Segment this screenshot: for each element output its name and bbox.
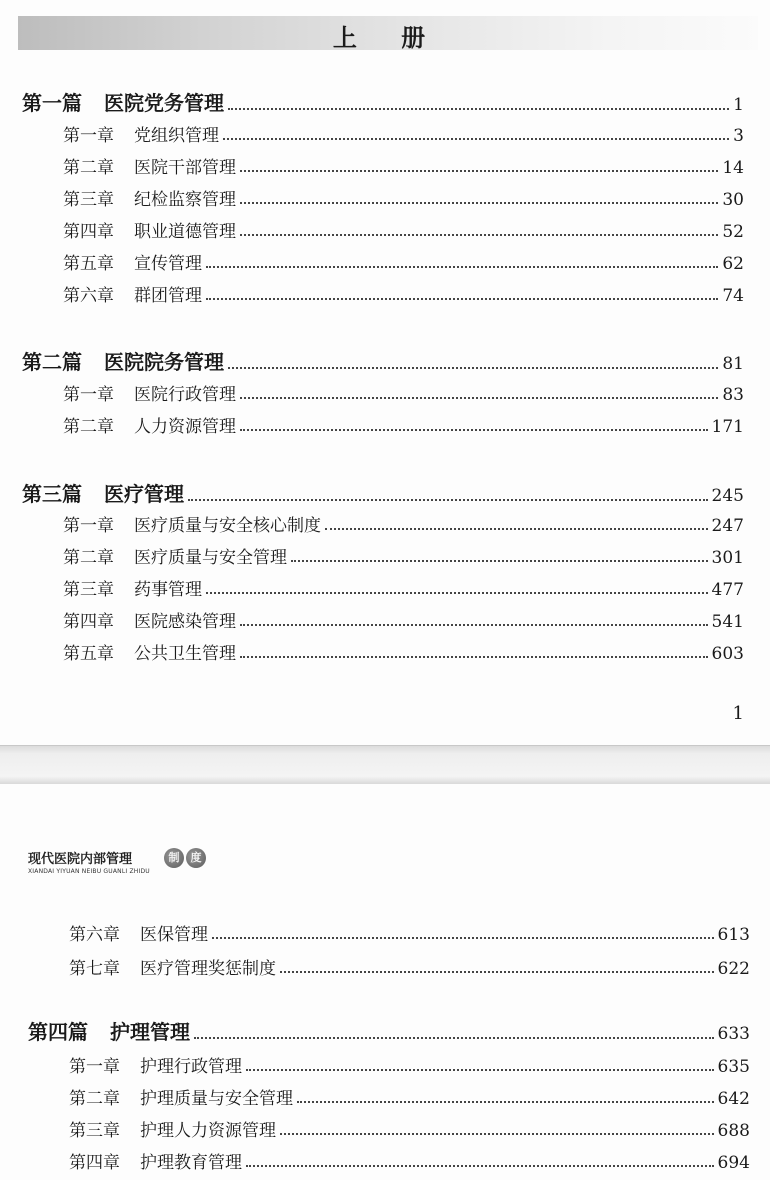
chapter-title: 职业道德管理 — [134, 222, 236, 242]
toc-page-2 — [0, 784, 770, 1180]
dot-leader — [246, 1068, 714, 1071]
page-number: 477 — [711, 580, 744, 600]
chapter-title: 药事管理 — [134, 580, 202, 600]
toc-chapter-1-6[interactable] — [63, 281, 744, 306]
dot-leader — [240, 623, 708, 626]
page-number: 3 — [733, 126, 744, 146]
toc-chapter-1-5[interactable] — [63, 249, 744, 274]
dot-leader — [246, 1164, 714, 1167]
chapter-number: 第一章 — [63, 516, 114, 536]
chapter-number: 第六章 — [69, 925, 120, 945]
dot-leader — [297, 1100, 714, 1103]
page-number: 245 — [711, 486, 744, 506]
page-divider — [0, 745, 770, 785]
part-title: 护理管理 — [110, 1020, 190, 1044]
chapter-number: 第二章 — [63, 158, 114, 178]
dot-leader — [291, 559, 708, 562]
dot-leader — [240, 201, 718, 204]
page-number: 74 — [722, 286, 744, 306]
toc-chapter-1-2[interactable] — [63, 153, 744, 178]
chapter-title: 宣传管理 — [134, 254, 202, 274]
page-number: 1 — [733, 95, 744, 115]
toc-chapter-3-3[interactable] — [63, 575, 744, 600]
chapter-number: 第七章 — [69, 959, 120, 979]
chapter-title: 医疗质量与安全管理 — [134, 548, 287, 568]
page-number: 301 — [711, 548, 744, 568]
chapter-title: 医疗质量与安全核心制度 — [134, 516, 321, 536]
chapter-title: 医保管理 — [140, 925, 208, 945]
chapter-number: 第四章 — [63, 612, 114, 632]
chapter-number: 第四章 — [63, 222, 114, 242]
dot-leader — [212, 936, 714, 939]
dot-leader — [240, 655, 708, 658]
page-number: 633 — [717, 1024, 750, 1044]
volume-header-bar — [18, 16, 758, 50]
chapter-number: 第三章 — [69, 1121, 120, 1141]
chapter-number: 第一章 — [69, 1057, 120, 1077]
page-folio: 1 — [732, 703, 744, 724]
toc-chapter-2-1[interactable] — [63, 380, 744, 405]
toc-chapter-3-2[interactable] — [63, 543, 744, 568]
toc-chapter-4-1[interactable] — [69, 1052, 750, 1077]
chapter-title: 医院行政管理 — [134, 385, 236, 405]
chapter-title: 医院干部管理 — [134, 158, 236, 178]
running-head-pinyin: XIANDAI YIYUAN NEIBU GUANLI ZHIDU — [28, 868, 150, 875]
chapter-number: 第四章 — [69, 1153, 120, 1173]
seal-char: 度 — [186, 848, 206, 868]
chapter-number: 第二章 — [63, 417, 114, 437]
toc-chapter-1-4[interactable] — [63, 217, 744, 242]
chapter-title: 党组织管理 — [134, 126, 219, 146]
page-number: 14 — [722, 158, 744, 178]
part-title: 医院党务管理 — [104, 91, 224, 115]
running-head — [28, 848, 150, 875]
page-number: 52 — [722, 222, 744, 242]
dot-leader — [206, 591, 708, 594]
page-number: 541 — [711, 612, 744, 632]
toc-part-3[interactable] — [22, 478, 744, 507]
part-number: 第三篇 — [22, 482, 82, 506]
toc-chapter-3-1[interactable] — [63, 511, 744, 536]
page-number: 83 — [722, 385, 744, 405]
dot-leader — [240, 396, 718, 399]
chapter-title: 公共卫生管理 — [134, 644, 236, 664]
dot-leader — [280, 970, 714, 973]
chapter-number: 第一章 — [63, 126, 114, 146]
part-number: 第二篇 — [22, 350, 82, 374]
chapter-title: 医院感染管理 — [134, 612, 236, 632]
chapter-number: 第五章 — [63, 644, 114, 664]
part-number: 第四篇 — [28, 1020, 88, 1044]
part-title: 医院院务管理 — [104, 350, 224, 374]
chapter-title: 纪检监察管理 — [134, 190, 236, 210]
toc-chapter-3-5[interactable] — [63, 639, 744, 664]
page-number: 688 — [717, 1121, 750, 1141]
dot-leader — [240, 169, 718, 172]
toc-chapter-3-7[interactable] — [69, 954, 750, 979]
chapter-title: 护理质量与安全管理 — [140, 1089, 293, 1109]
running-head-title: 现代医院内部管理 — [28, 852, 133, 867]
dot-leader — [228, 107, 729, 110]
chapter-title: 护理行政管理 — [140, 1057, 242, 1077]
toc-chapter-3-6[interactable] — [69, 920, 750, 945]
chapter-number: 第二章 — [69, 1089, 120, 1109]
dot-leader — [325, 527, 708, 530]
dot-leader — [228, 366, 718, 369]
dot-leader — [223, 137, 729, 140]
chapter-title: 人力资源管理 — [134, 417, 236, 437]
dot-leader — [206, 297, 718, 300]
page-number: 30 — [722, 190, 744, 210]
page-number: 603 — [711, 644, 744, 664]
chapter-number: 第五章 — [63, 254, 114, 274]
page-number: 613 — [717, 925, 750, 945]
dot-leader — [206, 265, 718, 268]
page-number: 81 — [722, 354, 744, 374]
toc-part-1[interactable] — [22, 87, 744, 116]
toc-part-4[interactable] — [28, 1016, 750, 1045]
page-number: 694 — [717, 1153, 750, 1173]
chapter-number: 第一章 — [63, 385, 114, 405]
volume-title: 上 册 — [332, 24, 444, 52]
seal-char: 制 — [164, 848, 184, 868]
toc-chapter-2-2[interactable] — [63, 412, 744, 437]
page-number: 622 — [717, 959, 750, 979]
dot-leader — [194, 1036, 714, 1039]
part-title: 医疗管理 — [104, 482, 184, 506]
part-number: 第一篇 — [22, 91, 82, 115]
toc-chapter-1-3[interactable] — [63, 185, 744, 210]
toc-chapter-3-4[interactable] — [63, 607, 744, 632]
toc-chapter-4-2[interactable] — [69, 1084, 750, 1109]
dot-leader — [280, 1132, 714, 1135]
toc-part-2[interactable] — [22, 346, 744, 375]
chapter-title: 医疗管理奖惩制度 — [140, 959, 276, 979]
seal-logo — [164, 848, 206, 868]
page-number: 247 — [711, 516, 744, 536]
page-number: 171 — [711, 417, 744, 437]
dot-leader — [188, 498, 708, 501]
chapter-title: 护理教育管理 — [140, 1153, 242, 1173]
chapter-title: 群团管理 — [134, 286, 202, 306]
toc-chapter-4-3[interactable] — [69, 1116, 750, 1141]
chapter-number: 第二章 — [63, 548, 114, 568]
chapter-number: 第三章 — [63, 190, 114, 210]
page-number: 635 — [717, 1057, 750, 1077]
page-number: 62 — [722, 254, 744, 274]
dot-leader — [240, 233, 718, 236]
chapter-title: 护理人力资源管理 — [140, 1121, 276, 1141]
chapter-number: 第六章 — [63, 286, 114, 306]
chapter-number: 第三章 — [63, 580, 114, 600]
toc-chapter-1-1[interactable] — [63, 121, 744, 146]
dot-leader — [240, 428, 708, 431]
page-number: 642 — [717, 1089, 750, 1109]
toc-chapter-4-4[interactable] — [69, 1148, 750, 1173]
